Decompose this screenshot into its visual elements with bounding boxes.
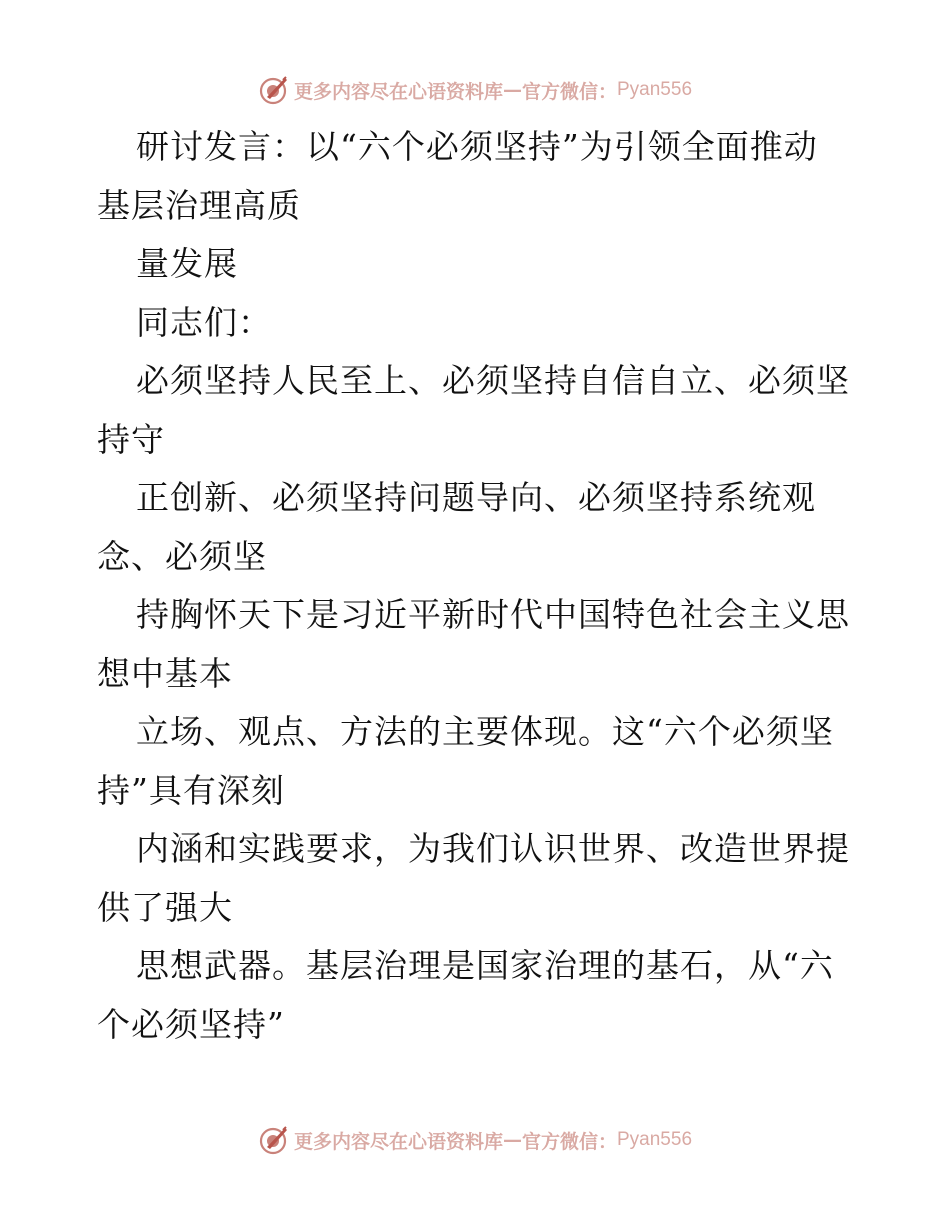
watermark-site-text: 更多内容尽在心语资料库 [293, 80, 503, 103]
text-line: 研讨发言：以“六个必须坚持”为引领全面推动 [136, 127, 818, 166]
text-line: 基层治理高质 [97, 185, 301, 225]
text-line: 立场、观点、方法的主要体现。这“六个必须坚 [136, 712, 834, 751]
document-body [97, 118, 867, 1054]
text-line: 量发展 [136, 244, 238, 283]
text-line: 持守 [97, 419, 165, 459]
text-line: 想中基本 [97, 653, 233, 693]
text-line: 同志们： [136, 302, 272, 342]
watermark-dash: — [502, 79, 522, 101]
text-line: 必须坚持人民至上、必须坚持自信自立、必须坚 [136, 361, 850, 400]
text-line: 供了强大 [97, 887, 233, 927]
text-line: 念、必须坚 [97, 536, 267, 576]
text-line: 思想武器。基层治理是国家治理的基石，从“六 [136, 946, 834, 985]
watermark-contact-label: 官方微信： [521, 80, 617, 103]
quill-seal-icon [258, 74, 290, 106]
watermark-handle: Pyan556 [617, 1129, 693, 1150]
text-line: 正创新、必须坚持问题导向、必须坚持系统观 [136, 478, 816, 517]
watermark-dash: — [502, 1129, 522, 1151]
text-line: 持胸怀天下是习近平新时代中国特色社会主义思 [136, 595, 850, 634]
watermark-site-text: 更多内容尽在心语资料库 [293, 1130, 503, 1153]
header-watermark [0, 70, 950, 110]
watermark-contact-label: 官方微信： [521, 1130, 617, 1153]
text-line: 持”具有深刻 [97, 770, 285, 810]
text-line: 个必须坚持” [97, 1004, 285, 1044]
footer-watermark [0, 1120, 950, 1160]
watermark-handle: Pyan556 [617, 79, 693, 100]
quill-seal-icon [258, 1124, 290, 1156]
text-line: 内涵和实践要求，为我们认识世界、改造世界提 [136, 829, 850, 868]
